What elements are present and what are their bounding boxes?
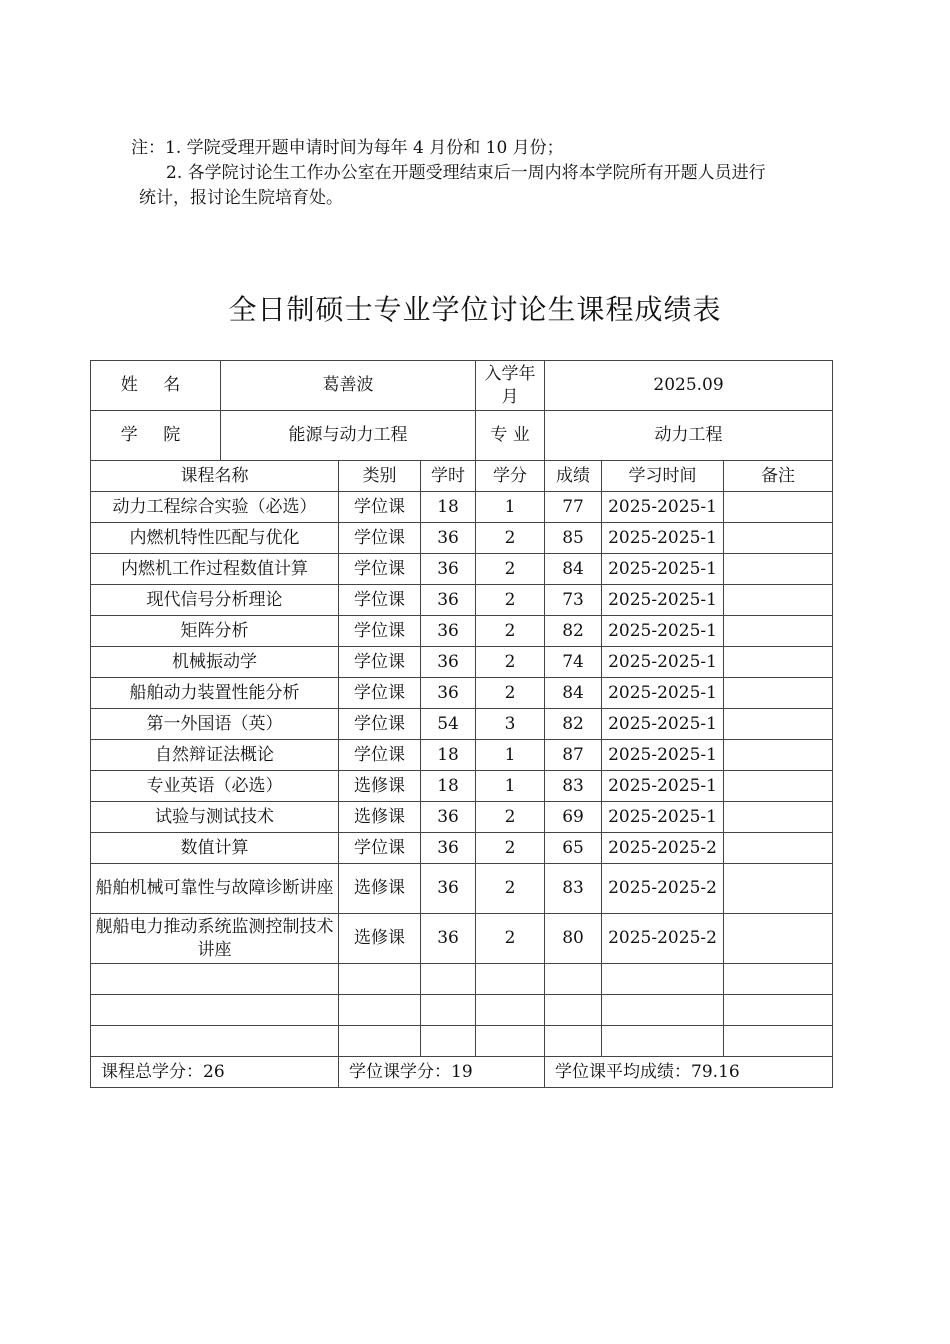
- course-term: 2025-2025-1: [602, 585, 724, 616]
- course-score: 87: [545, 740, 602, 771]
- course-score: 83: [545, 771, 602, 802]
- name-label: 姓 名: [91, 361, 221, 411]
- course-hours: 18: [421, 740, 476, 771]
- col-header-hours: 学时: [421, 461, 476, 492]
- course-name: 数值计算: [91, 833, 339, 864]
- course-name: 船舶机械可靠性与故障诊断讲座: [91, 864, 339, 914]
- degree-credits: 学位课学分：19: [339, 1057, 545, 1088]
- course-score: 80: [545, 914, 602, 964]
- course-hours: 36: [421, 554, 476, 585]
- col-header-score: 成绩: [545, 461, 602, 492]
- empty-row: [91, 995, 833, 1026]
- course-hours: 18: [421, 771, 476, 802]
- course-name: 自然辩证法概论: [91, 740, 339, 771]
- table-row: [91, 771, 833, 802]
- empty-cell: [421, 964, 476, 995]
- course-credits: 2: [476, 647, 545, 678]
- info-row-college: [91, 411, 833, 461]
- empty-cell: [724, 1026, 833, 1057]
- course-credits: 2: [476, 554, 545, 585]
- course-credits: 1: [476, 771, 545, 802]
- course-name: 动力工程综合实验（必选）: [91, 492, 339, 523]
- empty-cell: [339, 964, 421, 995]
- empty-cell: [545, 1026, 602, 1057]
- note-line-1: 注：1. 学院受理开题申请时间为每年 4 月份和 10 月份；: [131, 138, 564, 158]
- course-score: 82: [545, 616, 602, 647]
- course-hours: 36: [421, 802, 476, 833]
- table-row: [91, 647, 833, 678]
- course-type: 学位课: [339, 678, 421, 709]
- col-header-note: 备注: [724, 461, 833, 492]
- empty-cell: [421, 995, 476, 1026]
- course-name: 试验与测试技术: [91, 802, 339, 833]
- course-name: 内燃机特性匹配与优化: [91, 523, 339, 554]
- course-note: [724, 740, 833, 771]
- course-hours: 36: [421, 914, 476, 964]
- table-row: [91, 492, 833, 523]
- course-note: [724, 523, 833, 554]
- empty-cell: [91, 995, 339, 1026]
- table-row: [91, 678, 833, 709]
- empty-cell: [602, 995, 724, 1026]
- degree-average-score: 学位课平均成绩：79.16: [545, 1057, 833, 1088]
- course-hours: 36: [421, 585, 476, 616]
- course-hours: 36: [421, 833, 476, 864]
- course-credits: 2: [476, 523, 545, 554]
- course-type: 学位课: [339, 554, 421, 585]
- course-term: 2025-2025-1: [602, 492, 724, 523]
- course-hours: 36: [421, 523, 476, 554]
- table-row: [91, 554, 833, 585]
- note-line-3: 统计，报讨论生院培育处。: [139, 188, 343, 208]
- course-score: 85: [545, 523, 602, 554]
- empty-cell: [91, 964, 339, 995]
- table-row: [91, 585, 833, 616]
- table-row: [91, 914, 833, 964]
- empty-cell: [724, 964, 833, 995]
- course-credits: 1: [476, 740, 545, 771]
- empty-cell: [476, 995, 545, 1026]
- table-row: [91, 833, 833, 864]
- course-score: 73: [545, 585, 602, 616]
- grade-table: [90, 360, 833, 1088]
- empty-cell: [421, 1026, 476, 1057]
- course-type: 选修课: [339, 771, 421, 802]
- table-row: [91, 616, 833, 647]
- course-note: [724, 771, 833, 802]
- course-note: [724, 554, 833, 585]
- course-hours: 36: [421, 678, 476, 709]
- course-score: 65: [545, 833, 602, 864]
- empty-cell: [339, 995, 421, 1026]
- course-type: 学位课: [339, 492, 421, 523]
- course-name: 矩阵分析: [91, 616, 339, 647]
- name-value: 葛善波: [221, 361, 476, 411]
- notes: [131, 136, 861, 211]
- table-row: [91, 864, 833, 914]
- course-score: 84: [545, 554, 602, 585]
- course-credits: 2: [476, 585, 545, 616]
- course-note: [724, 678, 833, 709]
- course-note: [724, 833, 833, 864]
- course-type: 学位课: [339, 740, 421, 771]
- summary-row: [91, 1057, 833, 1088]
- course-hours: 36: [421, 864, 476, 914]
- course-name: 舰船电力推动系统监测控制技术讲座: [91, 914, 339, 964]
- course-note: [724, 914, 833, 964]
- col-header-course: 课程名称: [91, 461, 339, 492]
- course-credits: 1: [476, 492, 545, 523]
- course-type: 学位课: [339, 523, 421, 554]
- course-credits: 2: [476, 864, 545, 914]
- course-credits: 2: [476, 616, 545, 647]
- course-type: 选修课: [339, 864, 421, 914]
- course-type: 学位课: [339, 647, 421, 678]
- empty-cell: [545, 964, 602, 995]
- empty-row: [91, 964, 833, 995]
- table-row: [91, 802, 833, 833]
- course-note: [724, 864, 833, 914]
- course-type: 选修课: [339, 802, 421, 833]
- course-name: 船舶动力装置性能分析: [91, 678, 339, 709]
- course-hours: 36: [421, 616, 476, 647]
- course-term: 2025-2025-1: [602, 616, 724, 647]
- course-term: 2025-2025-2: [602, 833, 724, 864]
- table-row: [91, 523, 833, 554]
- course-type: 学位课: [339, 616, 421, 647]
- course-note: [724, 585, 833, 616]
- empty-cell: [91, 1026, 339, 1057]
- course-name: 专业英语（必选）: [91, 771, 339, 802]
- college-value: 能源与动力工程: [221, 411, 476, 461]
- col-header-type: 类别: [339, 461, 421, 492]
- empty-cell: [724, 995, 833, 1026]
- course-type: 选修课: [339, 914, 421, 964]
- major-label: 专 业: [476, 411, 545, 461]
- course-term: 2025-2025-1: [602, 740, 724, 771]
- major-value: 动力工程: [545, 411, 833, 461]
- course-name: 第一外国语（英）: [91, 709, 339, 740]
- course-type: 学位课: [339, 585, 421, 616]
- enroll-value: 2025.09: [545, 361, 833, 411]
- col-header-term: 学习时间: [602, 461, 724, 492]
- info-row-name: [91, 361, 833, 411]
- college-label: 学 院: [91, 411, 221, 461]
- course-hours: 36: [421, 647, 476, 678]
- course-credits: 2: [476, 833, 545, 864]
- col-header-credits: 学分: [476, 461, 545, 492]
- course-term: 2025-2025-2: [602, 914, 724, 964]
- page-title: 全日制硕士专业学位讨论生课程成绩表: [228, 293, 722, 326]
- table-row: [91, 709, 833, 740]
- course-hours: 18: [421, 492, 476, 523]
- empty-cell: [545, 995, 602, 1026]
- empty-row: [91, 1026, 833, 1057]
- course-note: [724, 616, 833, 647]
- course-term: 2025-2025-2: [602, 864, 724, 914]
- course-type: 学位课: [339, 709, 421, 740]
- empty-cell: [602, 964, 724, 995]
- course-term: 2025-2025-1: [602, 554, 724, 585]
- course-score: 84: [545, 678, 602, 709]
- course-score: 83: [545, 864, 602, 914]
- course-type: 学位课: [339, 833, 421, 864]
- course-name: 现代信号分析理论: [91, 585, 339, 616]
- course-term: 2025-2025-1: [602, 523, 724, 554]
- note-line-2: 2. 各学院讨论生工作办公室在开题受理结束后一周内将本学院所有开题人员进行: [166, 163, 766, 183]
- course-term: 2025-2025-1: [602, 802, 724, 833]
- course-note: [724, 647, 833, 678]
- empty-cell: [476, 1026, 545, 1057]
- course-term: 2025-2025-1: [602, 771, 724, 802]
- course-score: 74: [545, 647, 602, 678]
- empty-cell: [339, 1026, 421, 1057]
- course-term: 2025-2025-1: [602, 647, 724, 678]
- total-credits: 课程总学分：26: [91, 1057, 339, 1088]
- column-header-row: [91, 461, 833, 492]
- course-score: 69: [545, 802, 602, 833]
- course-credits: 3: [476, 709, 545, 740]
- enroll-label: 入学年月: [476, 361, 545, 411]
- course-score: 82: [545, 709, 602, 740]
- table-row: [91, 740, 833, 771]
- course-name: 机械振动学: [91, 647, 339, 678]
- course-score: 77: [545, 492, 602, 523]
- course-credits: 2: [476, 914, 545, 964]
- course-note: [724, 802, 833, 833]
- course-credits: 2: [476, 802, 545, 833]
- course-name: 内燃机工作过程数值计算: [91, 554, 339, 585]
- empty-cell: [476, 964, 545, 995]
- course-note: [724, 492, 833, 523]
- course-term: 2025-2025-1: [602, 709, 724, 740]
- empty-cell: [602, 1026, 724, 1057]
- course-credits: 2: [476, 678, 545, 709]
- course-term: 2025-2025-1: [602, 678, 724, 709]
- course-hours: 54: [421, 709, 476, 740]
- course-note: [724, 709, 833, 740]
